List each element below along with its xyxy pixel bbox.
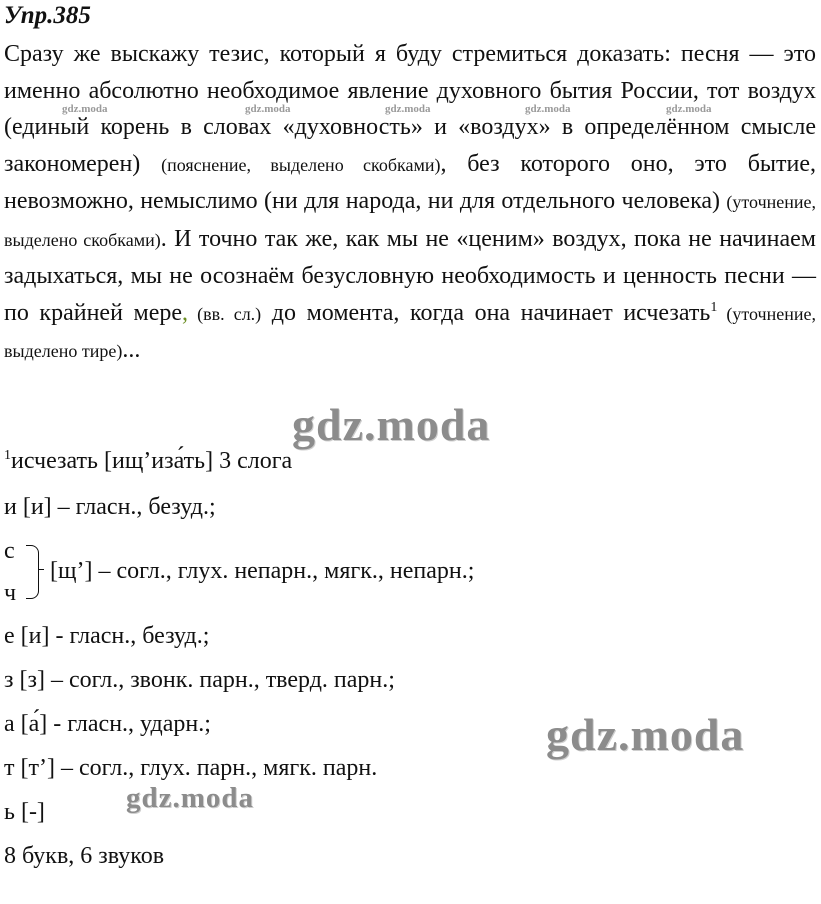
word-analysis (4, 448, 292, 475)
brace-tip (38, 569, 44, 570)
footnote-mark: 1 (4, 448, 11, 463)
text-part-1: Сразу же выскажу тезис, который я буду стремиться доказать: песня — это именно абсолютно необходимое явление духовного бытия России, тот воздух (единый корень в словах «духовность» и «воздух» в определённом смысле закономерен) (4, 41, 816, 177)
brace (26, 545, 39, 599)
sound-line-soft-sign: ь [-] (4, 799, 45, 825)
highlighted-comma: , (182, 299, 189, 326)
text-part-3: . И точно так же, как мы не «ценим» воздух, пока не начинаем задыхаться, мы не осознаём безусловную необходимость и ценность песни — по крайней мере (4, 225, 816, 326)
sound-line-a: а [а́] - гласн., ударн.; (4, 711, 211, 737)
text-part-4: до момента, когда она начинает исчезать (261, 299, 711, 326)
sound-line-1: и [и] – гласн., безуд.; (4, 494, 216, 520)
watermark-small-4: gdz.moda (525, 103, 571, 115)
watermark-small-2: gdz.moda (245, 103, 291, 115)
watermark-small-3: gdz.moda (385, 103, 431, 115)
footnote-ref: 1 (710, 299, 718, 315)
note-3: (вв. сл.) (188, 303, 262, 324)
watermark-big-2: gdz.moda (546, 709, 745, 760)
watermark-small-5: gdz.moda (666, 103, 712, 115)
sound-line-shch: [щ’] – согл., глух. непарн., мягк., непарн.; (50, 558, 475, 584)
note-1: (пояснение, выделено скобками) (161, 154, 441, 175)
sound-line-t: т [т’] – согл., глух. парн., мягк. парн. (4, 755, 378, 781)
text-part-2: , без которого оно, это бытие, невозможно, немыслимо (ни для народа, ни для отдельного человека) (4, 150, 817, 214)
text-part-5: ... (122, 337, 141, 363)
watermark-big-3: gdz.moda (126, 782, 255, 814)
letters-sounds-count: 8 букв, 6 звуков (4, 843, 165, 869)
sound-line-z: з [з] – согл., звонк. парн., тверд. парн.; (4, 667, 395, 693)
note-2: (уточнение, выделено скобками) (4, 192, 816, 250)
note-4: (уточнение, выделено тире) (4, 303, 816, 361)
exercise-text (4, 36, 816, 370)
watermark-small-1: gdz.moda (62, 103, 108, 115)
sound-line-ch: ч (4, 580, 17, 606)
exercise-title: Упр.385 (4, 2, 91, 29)
watermark-big-1: gdz.moda (292, 399, 491, 450)
word-transcription: исчезать [ищ’иза́ть] 3 слога (11, 448, 293, 474)
sound-line-s: с (4, 538, 15, 564)
sound-line-e: е [и] - гласн., безуд.; (4, 623, 210, 649)
